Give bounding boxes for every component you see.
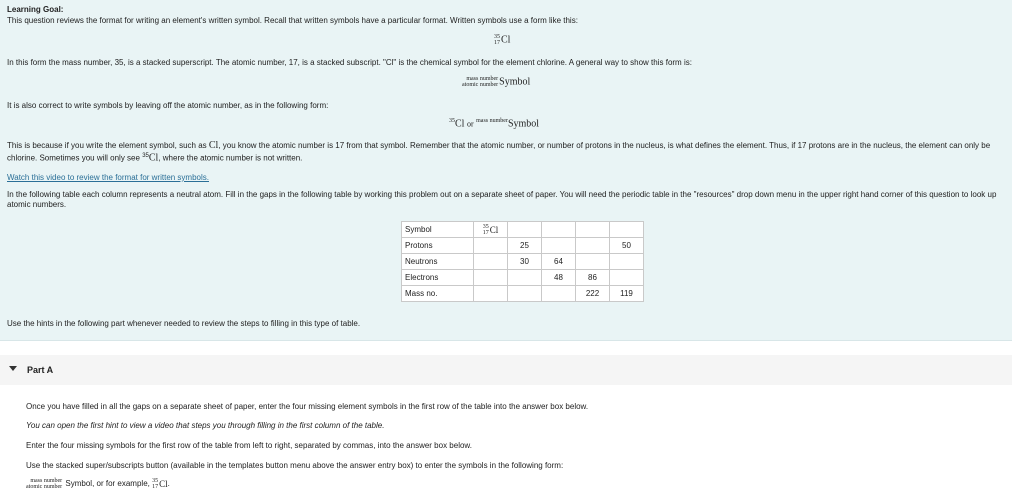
- row-label: Symbol: [402, 222, 474, 238]
- table-cell: 48: [542, 270, 576, 286]
- paragraph-5: In the following table each column represents a neutral atom. Fill in the gaps in the following table by working this problem out on a separate sheet of paper. You will need the periodic table in the "resources" drop down menu in the upper right hand corner of this question to look up atomic numbers.: [7, 190, 997, 209]
- table-cell: 64: [542, 254, 576, 270]
- isotope-table: [401, 221, 644, 302]
- table-cell: [610, 270, 644, 286]
- learning-goal-heading: Learning Goal:: [7, 5, 64, 14]
- paragraph-2: In this form the mass number, 35, is a stacked superscript. The atomic number, 17, is a stacked subscript. "Cl" is the chemical symbol for the element chlorine. A general way to show this form is:: [7, 58, 692, 67]
- table-cell: [508, 286, 542, 302]
- part-line-2: You can open the first hint to view a video that steps you through filling in the first column of the table.: [26, 421, 385, 430]
- table-cell: [576, 222, 610, 238]
- table-cell: [576, 254, 610, 270]
- table-cell: [542, 286, 576, 302]
- table-cell: 30: [508, 254, 542, 270]
- part-a-title[interactable]: Part A: [27, 365, 54, 375]
- table-cell: [474, 254, 508, 270]
- table-row: [402, 254, 644, 270]
- table-row: [402, 222, 644, 238]
- table-row: [402, 270, 644, 286]
- symbol-form-example: mass number atomic number Symbol, or for example, 35 17 Cl.: [26, 478, 170, 490]
- table-cell: 222: [576, 286, 610, 302]
- video-link[interactable]: Watch this video to review the format for written symbols.: [7, 173, 209, 182]
- table-cell: 50: [610, 238, 644, 254]
- alt-form: $^{35}$Cl or $^{mass number}$Symbol: [449, 118, 540, 130]
- table-row: [402, 286, 644, 302]
- table-cell: [542, 222, 576, 238]
- row-label: Protons: [402, 238, 474, 254]
- row-label: Neutrons: [402, 254, 474, 270]
- paragraph-4: This is because if you write the element symbol, such as Cl, you know the atomic number is 17 from that symbol. Remember that the atomic number, or number of protons in the nucleus, is what defines the element. Thus, if 17 protons are in the nucleus, the element can only be chlorine. Sometimes you will only see $^{35}$Cl, where the atomic number is not written.: [7, 140, 991, 164]
- table-cell: 25: [508, 238, 542, 254]
- table-cell: 35 17 Cl: [474, 222, 508, 238]
- table-cell: [576, 238, 610, 254]
- paragraph-3: It is also correct to write symbols by leaving off the atomic number, as in the following form:: [7, 101, 329, 110]
- collapse-triangle-icon[interactable]: [9, 366, 17, 371]
- table-cell: [508, 222, 542, 238]
- table-cell: [508, 270, 542, 286]
- row-label: Mass no.: [402, 286, 474, 302]
- table-cell: [610, 222, 644, 238]
- part-line-1: Once you have filled in all the gaps on a separate sheet of paper, enter the four missing element symbols in the first row of the table into the answer box below.: [26, 402, 589, 411]
- table-cell: [542, 238, 576, 254]
- row-label: Electrons: [402, 270, 474, 286]
- example-symbol: 35 17 Cl: [494, 34, 511, 46]
- table-row: [402, 238, 644, 254]
- part-line-3: Enter the four missing symbols for the first row of the table from left to right, separated by commas, into the answer box below.: [26, 441, 472, 450]
- table-cell: 86: [576, 270, 610, 286]
- general-form: mass number atomic number Symbol: [462, 76, 531, 88]
- table-cell: [474, 238, 508, 254]
- table-cell: [610, 254, 644, 270]
- table-cell: 119: [610, 286, 644, 302]
- intro-text: This question reviews the format for writing an element's written symbol. Recall that written symbols have a particular format. Written symbols use a form like this:: [7, 16, 578, 25]
- table-cell: [474, 270, 508, 286]
- part-a-header[interactable]: [0, 355, 1012, 385]
- part-line-4: Use the stacked super/subscripts button (available in the templates button menu above the answer entry box) to enter the symbols in the following form:: [26, 461, 564, 470]
- hints-note: Use the hints in the following part whenever needed to review the steps to filling in this type of table.: [7, 319, 361, 328]
- table-cell: [474, 286, 508, 302]
